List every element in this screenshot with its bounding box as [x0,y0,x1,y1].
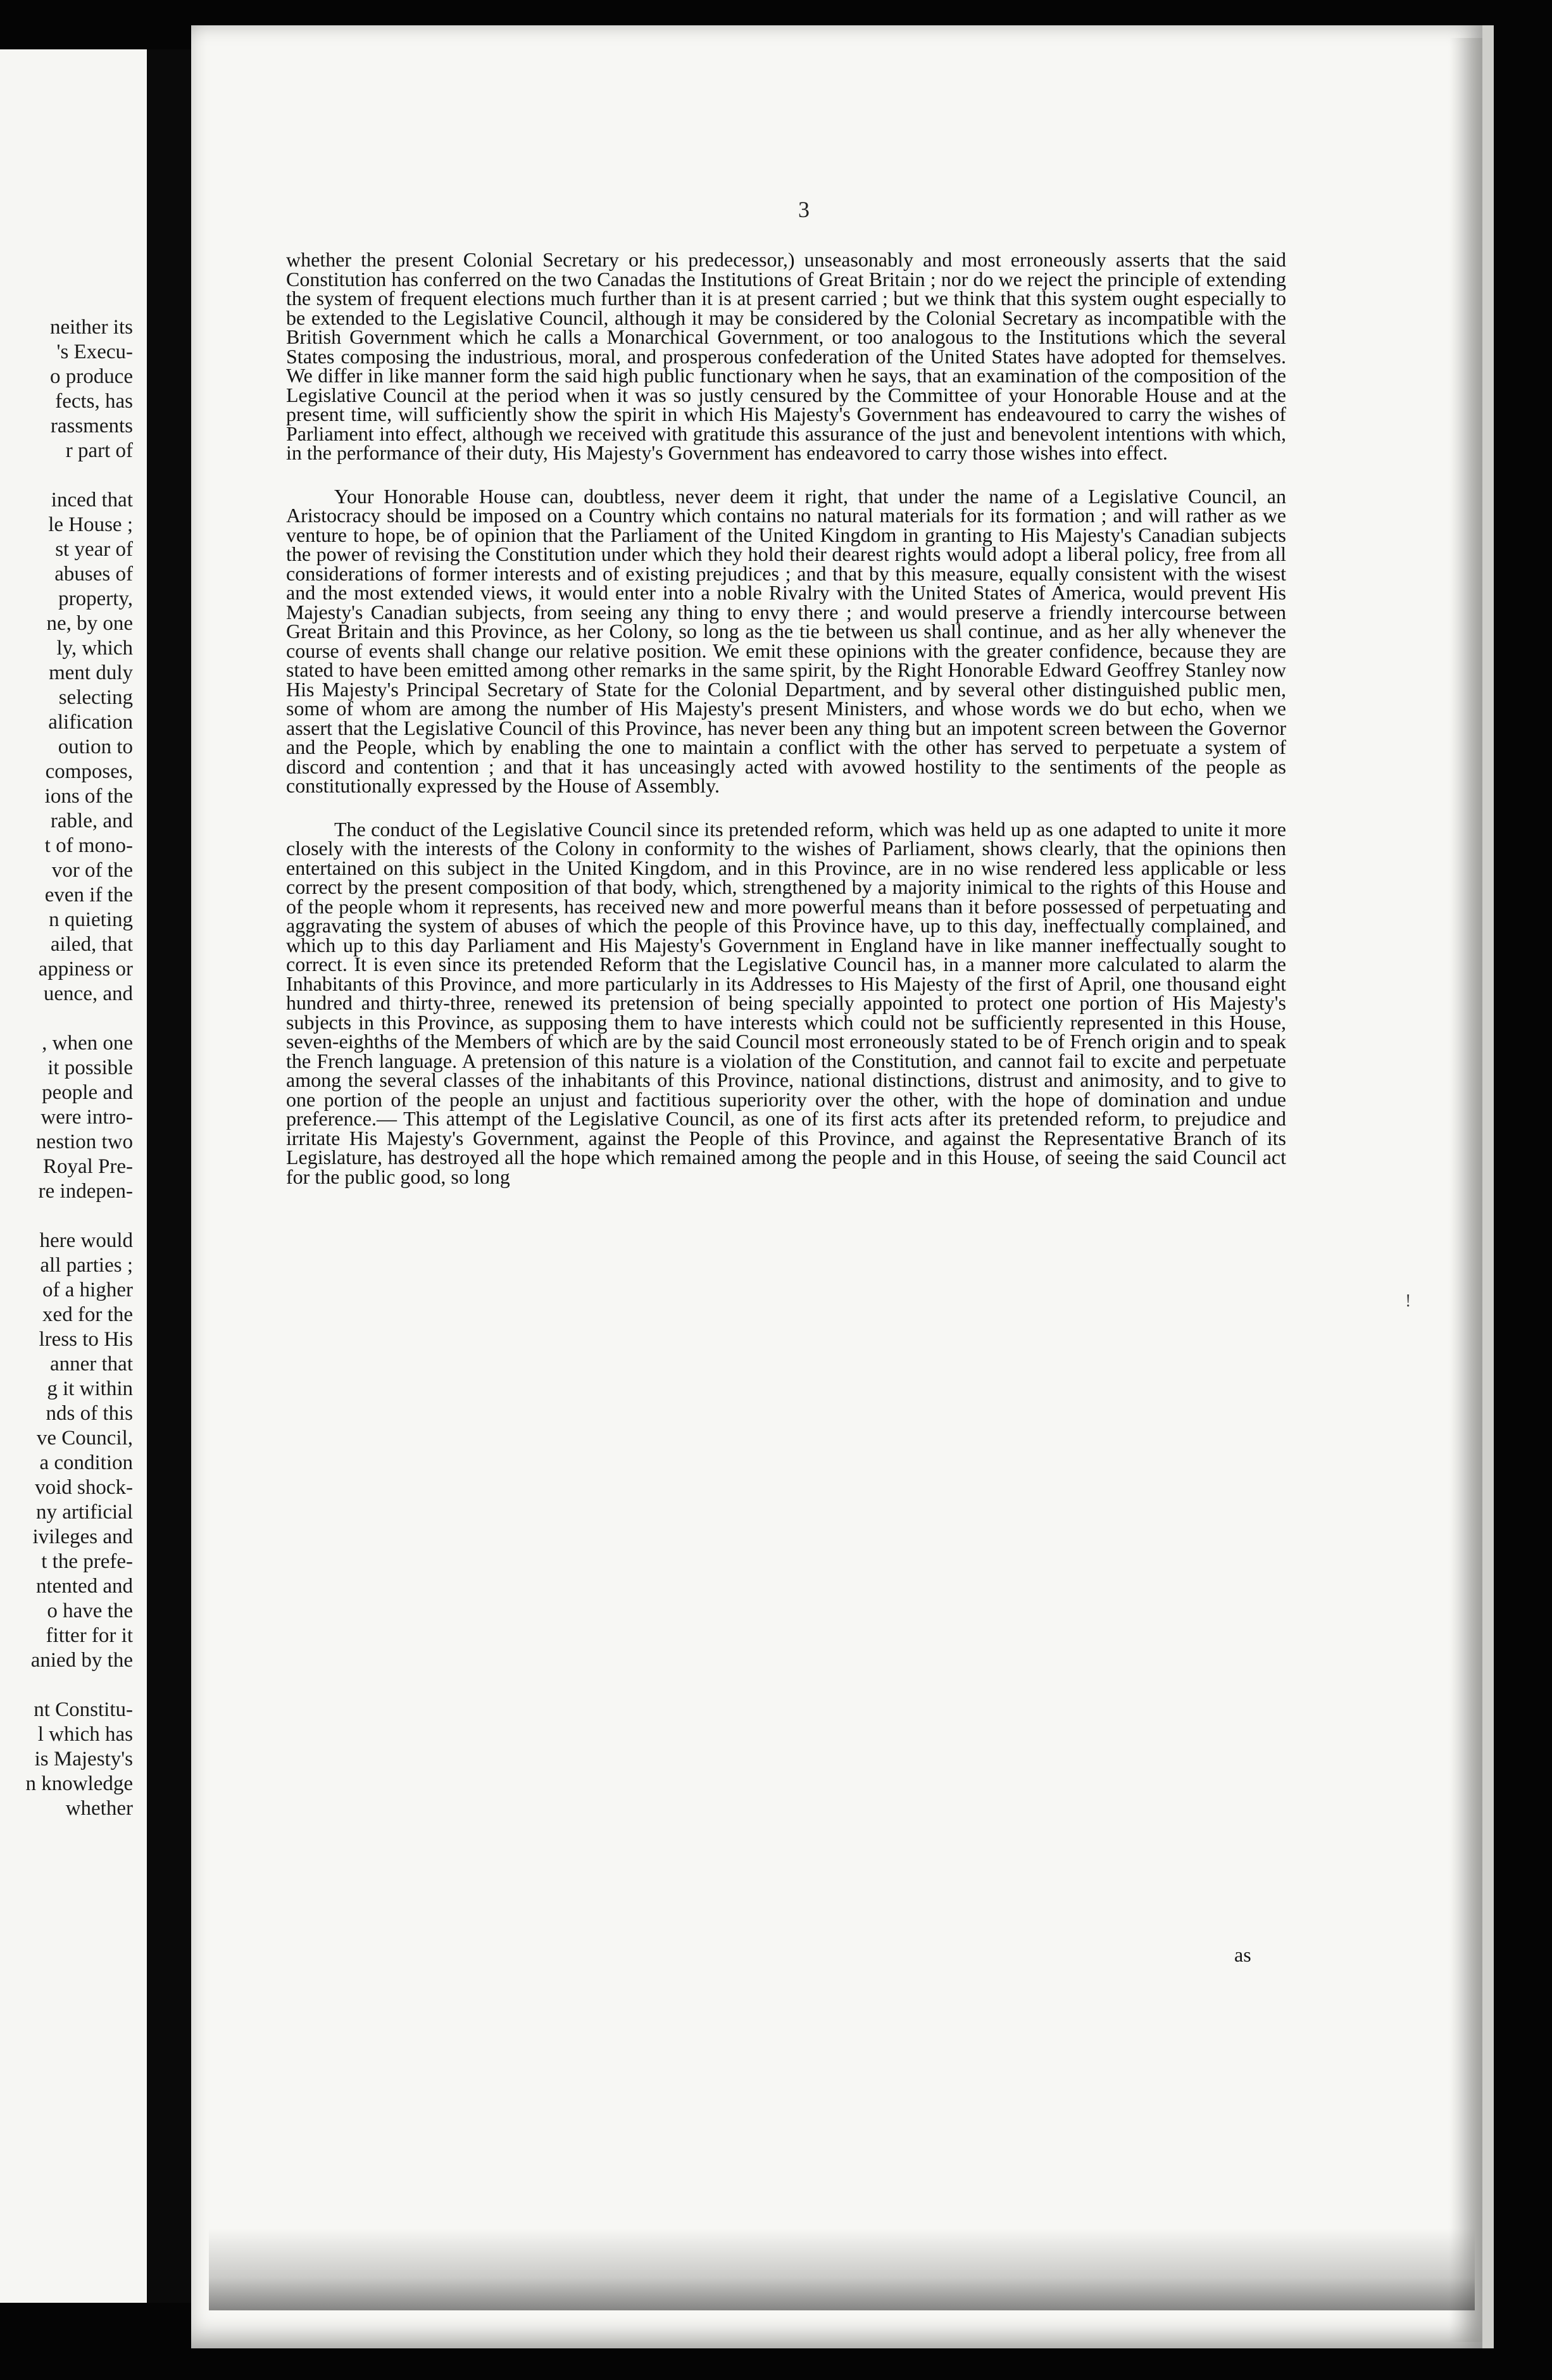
facing-page-line: even if the [44,884,133,906]
facing-page-line: neither its [49,316,133,339]
facing-page-text [0,315,133,1821]
facing-page-line [0,1006,133,1031]
facing-page-line: abuses of [54,563,133,586]
facing-page-line: Royal Pre- [42,1155,133,1178]
page-edge-wear [1449,38,1482,2342]
facing-page-line: o produce [49,365,133,388]
facing-page-line: anner that [49,1353,133,1375]
facing-page-line: ve Council, [36,1427,133,1450]
paragraph-2: Your Honorable House can, doubtless, never deem it right, that under the name of a Legislative Council, an Aristocracy should be imposed on a Country which contains no natural materials for its formation ; and will rather as we venture to hope, be of opinion that the Parliament of the United Kingdom in granting to His Majesty's Canadian subjects the power of revising the Constitution under which they hold their dearest rights would adopt a liberal policy, free from all considerations of former interests and of existing prejudices ; and that by this measure, equally consistent with the wisest and the most extended views, it would enter into a noble Rivalry with the United States of America, would prevent His Majesty's Canadian subjects, from seeing any thing to envy there ; and would preserve a friendly intercourse between Great Britain and this Province, as her Colony, so long as the tie between us shall continue, and as her ally whenever the course of events shall change our relative position. We emit these opinions with the greater confidence, because they are stated to have been emitted among other remarks in the same spirit, by the Right Honorable Edward Geoffrey Stanley now His Majesty's Principal Secretary of State for the Colonial Department, and by several other distinguished public men, some of whom are among the number of His Majesty's present Ministers, and whose words we do but echo, when we assert that the Legislative Council of this Province, has never been any thing but an impotent screen between the Governor and the People, which by enabling the one to maintain a conflict with the other has served to perpetuate a system of discord and contention ; and that it has unceasingly acted with avowed hostility to the sentiments of the people as constitutionally expressed by the House of Assembly. [286,484,1286,797]
facing-page-line: it possible [47,1056,133,1079]
facing-page-line: ailed, that [50,933,133,956]
facing-page-line: le House ; [48,513,133,536]
facing-page-line: ntented and [35,1575,133,1598]
facing-page-line: a condition [39,1451,133,1474]
facing-page-line: ne, by one [46,612,133,635]
facing-page-line: ions of the [44,785,133,808]
facing-page-line: is Majesty's [34,1748,133,1770]
facing-page-line: fects, has [55,390,133,413]
facing-page-line: t the prefe- [41,1550,133,1573]
document-body [286,250,1286,1210]
facing-page-line: void shock- [35,1476,133,1499]
facing-page-line: alification [48,711,133,734]
facing-page-line: 's Execu- [56,341,133,363]
facing-page-line: st year of [55,538,133,561]
facing-page-line [0,1204,133,1229]
facing-page-line: o have the [47,1600,133,1622]
facing-page-line: uence, and [43,982,133,1005]
facing-page-line: composes, [45,760,133,783]
paragraph-1: whether the present Colonial Secretary or his predecessor,) unseasonably and most erroneously asserts that the said Constitution has conferred on the two Canadas the Institutions of Great Britain ; nor do we reject the principle of extending the system of frequent elections much further than it is at present carried ; but we think that this system ought especially to be extended to the Legislative Council, although it may be considered by the Colonial Secretary as incompatible with the British Government which he calls a Monarchical Government, or too analogous to the Institutions which the several States composing the industrious, moral, and prosperous confederation of the United States have adopted for themselves. We differ in like manner form the said high public functionary when he says, that an examination of the composition of the Legislative Council at the period when it was so justly censured by the Committee of your Honorable House and at the present time, will sufficiently show the spirit in which His Majesty's Government has endeavoured to carry the wishes of Parliament into effect, although we received with gratitude this assurance of the just and benevolent intentions with which, in the performance of their duty, His Majesty's Government has endeavored to carry those wishes into effect. [286,248,1286,464]
page-bottom-wear [209,2228,1475,2310]
facing-page-line: xed for the [42,1303,133,1326]
book-gutter [147,49,191,2303]
facing-page-line: n knowledge [25,1772,133,1795]
facing-page-line: , when one [42,1032,133,1055]
facing-page-line: whether [65,1797,133,1820]
catchword: as [1234,1943,1251,1966]
facing-page-line: g it within [47,1377,133,1400]
facing-page-line: ly, which [56,637,133,660]
facing-page-line: people and [42,1081,133,1104]
facing-page-line: rable, and [50,810,133,832]
facing-page-line [0,1673,133,1698]
facing-page-line: l which has [37,1723,133,1746]
facing-page-line: nt Constitu- [34,1698,133,1721]
facing-page-line: ment duly [49,661,133,684]
facing-page-line: ivileges and [32,1525,133,1548]
facing-page-line: t of mono- [44,834,133,857]
facing-page-line: nds of this [46,1402,133,1425]
facing-page-line: all parties ; [40,1254,133,1277]
facing-page-line: re indepen- [38,1180,133,1203]
facing-page-line: were intro- [41,1106,133,1129]
facing-page-line: nestion two [35,1130,133,1153]
facing-page-line: here would [39,1229,133,1252]
facing-page-line [0,463,133,488]
facing-page-line: r part of [65,439,133,462]
facing-page-line: property, [58,587,133,610]
facing-page-line: oution to [58,736,133,758]
facing-page [0,49,147,2303]
facing-page-line: vor of the [51,859,133,882]
facing-page-line: rassments [50,415,133,437]
facing-page-line: of a higher [42,1279,133,1301]
margin-mark: ! [1405,1291,1411,1311]
facing-page-line: ny artificial [35,1501,133,1524]
facing-page-line: appiness or [38,958,133,980]
facing-page-line: n quieting [49,908,133,931]
page-number: 3 [798,197,810,222]
facing-page-line: anied by the [30,1649,133,1672]
paragraph-3: The conduct of the Legislative Council since its pretended reform, which was held up as one adapted to unite it more closely with the interests of the Colony in conformity to the wishes of Parliament, shows clearly, that the opinions then entertained on this subject in the United Kingdom, and in this Province, are in no wise rendered less applicable or less correct by the present composition of that body, which, strengthened by a majority inimical to the rights of this House and of the people whom it represents, has received new and more powerful means than it before possessed of perpetuating and aggravating the system of abuses of which the people of this Province have, up to this day, ineffectually complained, and which up to this day Parliament and His Majesty's Government in England have in like manner ineffectually sought to correct. It is even since its pretended Reform that the Legislative Council has, in a manner more calculated to alarm the Inhabitants of this Province, and more particularly in its Addresses to His Majesty of the first of April, one thousand eight hundred and thirty-three, renewed its pretension of being specially appointed to protect one portion of His Majesty's subjects in this Province, as supposing them to have interests which could not be sufficiently represented in this House, seven-eighths of the Members of which are by the said Council most erroneously stated to be of French origin and to speak the French language. A pretension of this nature is a violation of the Constitution, and cannot fail to excite and perpetuate among the several classes of the inhabitants of this Province, national distinctions, distrust and animosity, and to give to one portion of the people an unjust and factitious superiority over the other, with the hope of domination and undue preference.— This attempt of the Legislative Council, as one of its first acts after its pretended reform, to prejudice and irritate His Majesty's Government, against the People of this Province, and against the Representative Branch of its Legislature, has destroyed all the hope which remained among the people and in this House, of seeing the said Council act for the public good, so long [286,817,1286,1188]
facing-page-line: fitter for it [46,1624,133,1647]
facing-page-line: selecting [58,686,133,709]
facing-page-line: lress to His [39,1328,133,1351]
facing-page-line: inced that [51,489,133,511]
